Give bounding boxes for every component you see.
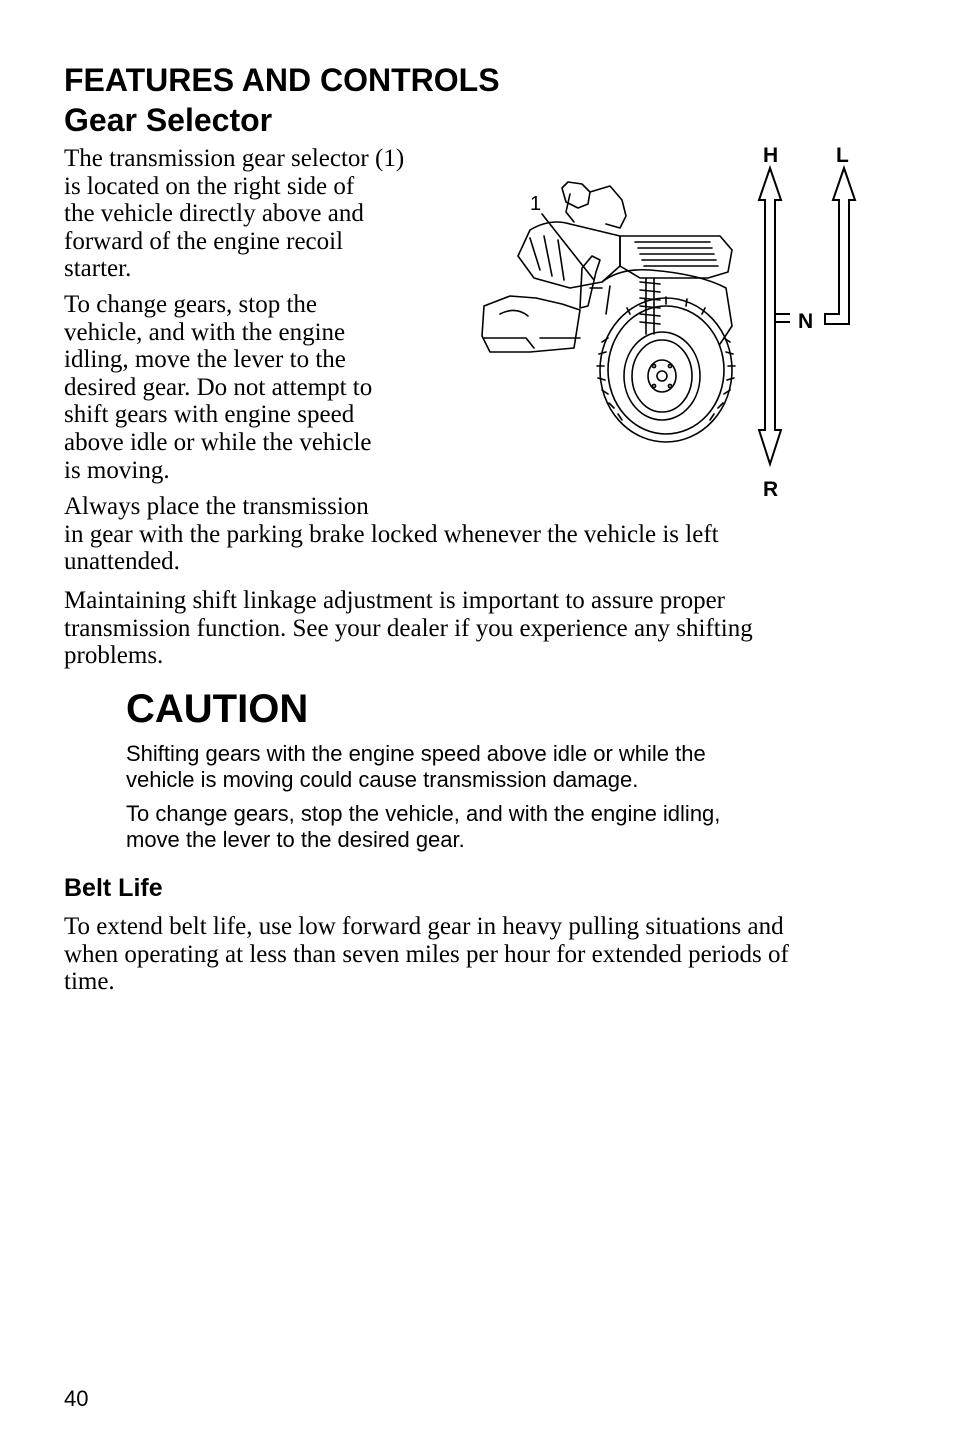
subsection-title: Gear Selector	[64, 102, 273, 138]
atv-icon	[482, 182, 735, 442]
atv-gear-selector-illustration	[470, 138, 870, 508]
high-reverse-arrow	[759, 168, 781, 464]
gear-selector-figure	[470, 138, 870, 508]
paragraph-line: Maintaining shift linkage adjustment is important to assure proper	[64, 587, 725, 614]
gear-label-low: L	[836, 144, 849, 167]
paragraph-line: in gear with the parking brake locked whenever the vehicle is left	[64, 520, 719, 548]
paragraph-line: time.	[64, 968, 115, 996]
paragraph-line: To extend belt life, use low forward gear in heavy pulling situations and	[64, 913, 784, 940]
paragraph-line: when operating at less than seven miles per hour for extended periods of	[64, 940, 789, 968]
neutral-notch	[775, 314, 790, 322]
paragraph-line: desired gear. Do not attempt to	[64, 373, 373, 401]
page-number: 40	[64, 1386, 89, 1411]
paragraph-line: above idle or while the vehicle	[64, 428, 372, 456]
shift-linkage-paragraph	[64, 587, 864, 670]
paragraph-line: starter.	[64, 255, 132, 283]
paragraph-line: move the lever to the desired gear.	[126, 827, 465, 852]
belt-life-title: Belt Life	[64, 874, 163, 902]
belt-life-paragraph	[64, 913, 864, 996]
paragraph-line: idling, move the lever to the	[64, 346, 346, 374]
paragraph-line: shift gears with engine speed	[64, 401, 355, 429]
paragraph-line: Always place the transmission	[64, 493, 369, 520]
change-gears-paragraph	[64, 291, 464, 484]
paragraph-line: is moving.	[64, 456, 170, 484]
section-title: FEATURES AND CONTROLS	[64, 62, 500, 98]
gear-label-high: H	[763, 144, 779, 167]
paragraph-line: Shifting gears with the engine speed above idle or while the	[126, 741, 706, 766]
caution-warning-paragraph	[126, 741, 846, 793]
caution-title: CAUTION	[126, 687, 309, 731]
gear-label-reverse: R	[763, 478, 779, 501]
paragraph-line: the vehicle directly above and	[64, 200, 364, 228]
gear-selector-location-paragraph	[64, 145, 464, 283]
paragraph-line: vehicle, and with the engine	[64, 318, 346, 346]
paragraph-line: unattended.	[64, 548, 180, 576]
caution-instruction-paragraph	[126, 801, 846, 853]
paragraph-line: vehicle is moving could cause transmission damage.	[126, 767, 639, 792]
paragraph-line: problems.	[64, 642, 164, 670]
paragraph-line: The transmission gear selector (1)	[64, 145, 405, 172]
gear-label-neutral: N	[798, 310, 814, 333]
paragraph-line: is located on the right side of	[64, 172, 355, 200]
paragraph-line: To change gears, stop the vehicle, and with the engine idling,	[126, 801, 721, 826]
callout-number: 1	[530, 193, 542, 215]
paragraph-line: forward of the engine recoil	[64, 227, 344, 255]
paragraph-line: transmission function. See your dealer if you experience any shifting	[64, 614, 753, 642]
paragraph-line: To change gears, stop the	[64, 291, 318, 318]
low-arrow	[825, 168, 855, 324]
